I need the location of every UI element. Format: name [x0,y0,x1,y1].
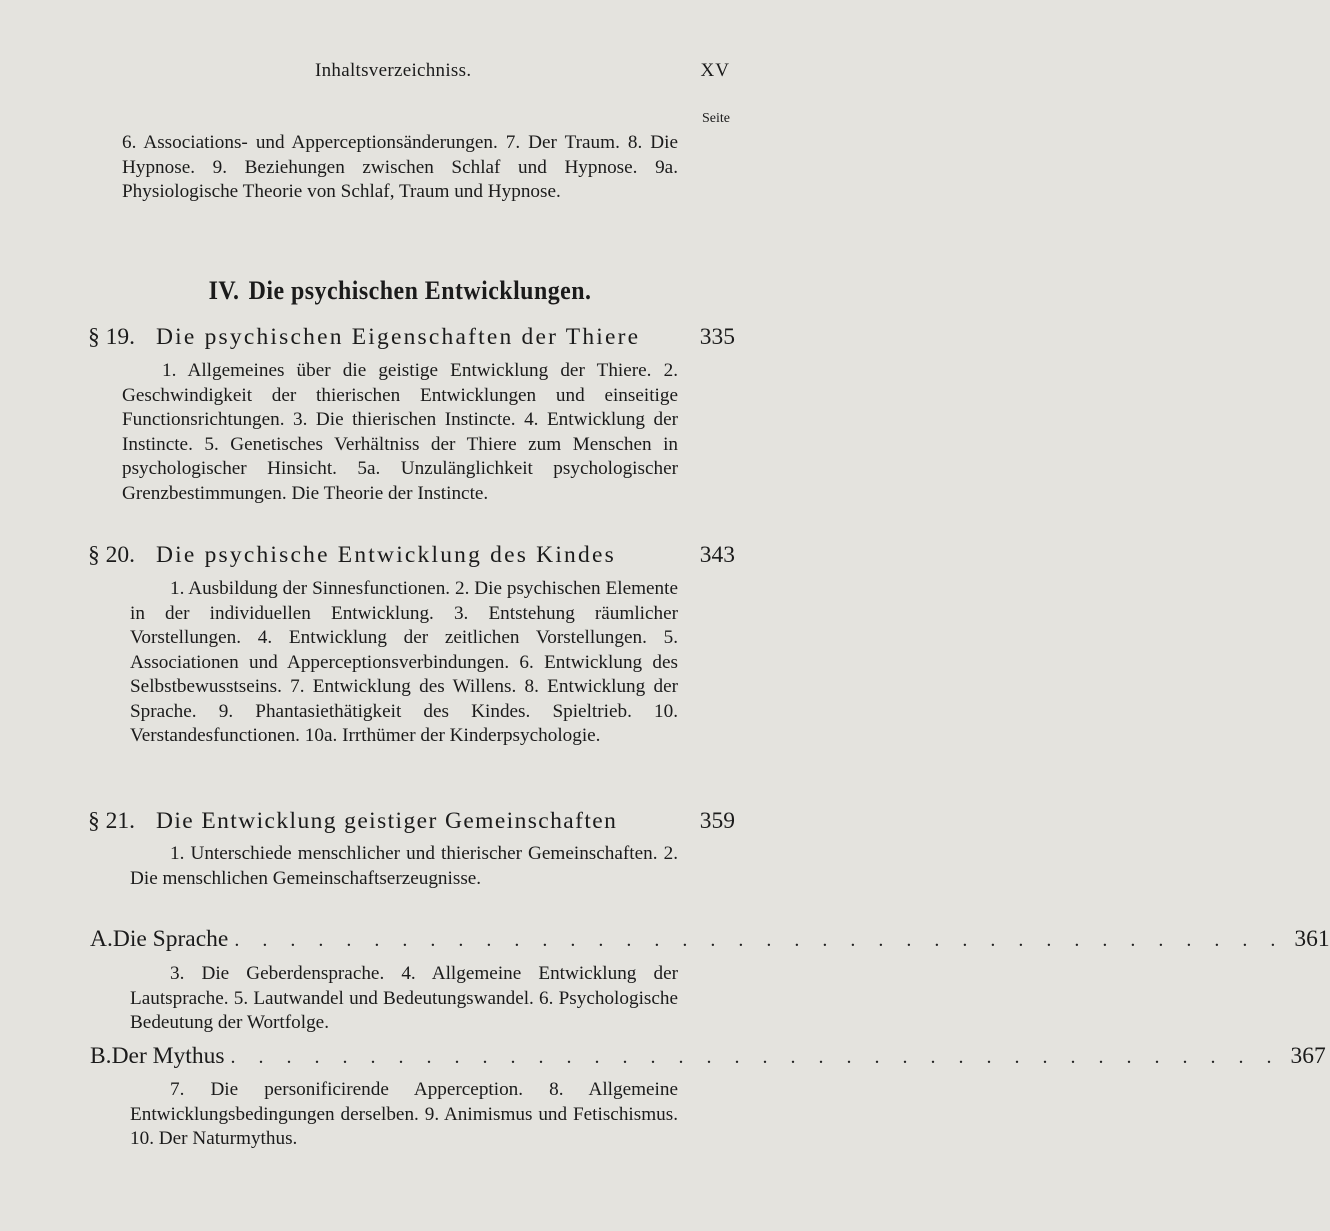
leader-dots: . . . . . . . . . . . . . . . . . . . . . . . . . . . . . . . . . . . . . . [230,1046,1281,1068]
subsection-a-heading [90,926,1330,958]
subsection-b-contents: 7. Die personificirende Apperception. 8. Allgemeine Entwicklungsbedingungen derselben. 9. Animismus und Fetischismus. 10. Der Naturmythus. [130,1079,678,1149]
section-20-contents: 1. Ausbildung der Sinnesfunctionen. 2. Die psychischen Elemente in der individuellen Entwicklung. 3. Entstehung räumlicher Vorstellungen. 4. Entwicklung der zeitlichen Vorstellungen. 5. Associationen und Apperceptionsverbindungen. 6. Entwicklung des Selbstbewusstseins. 7. Entwicklung des Willens. 8. Entwicklung der Sprache. 9. Phantasiethätigkeit des Kindes. Spieltrieb. 10. Verstandesfunctionen. 10a. Irrthümer der Kinderpsychologie. [130,578,678,746]
section-title: Die Entwicklung geistiger Gemeinschaften [156,808,618,834]
part-title: Die psychischen Entwicklungen. [248,276,592,305]
section-20-heading [88,542,735,574]
section-19-contents: 1. Allgemeines über die geistige Entwicklung der Thiere. 2. Geschwindigkeit der thierischen Entwicklungen und einseitige Functionsrichtungen. 3. Die thierischen Instincte. 4. Entwicklung der Instincte. 5. Genetisches Verhältniss der Thiere zum Menschen in psychologischer Hinsicht. 5a. Unzulänglichkeit psychologischer Grenzbestimmungen. Die Theorie der Instincte. [122,360,678,504]
section-number: § 21. [88,808,135,834]
subsection-b-heading [90,1043,1326,1075]
continued-entry-text: 6. Associations- und Apperceptionsänderungen. 7. Der Traum. 8. Die Hypnose. 9. Beziehungen zwischen Schlaf und Hypnose. 9a. Physiologische Theorie von Schlaf, Traum und Hypnose. [122,132,678,202]
subsection-title: Der Mythus [111,1043,225,1069]
running-header [0,60,800,90]
page-number: XV [700,60,730,81]
part-heading [32,276,768,306]
part-numeral: IV. [208,276,240,305]
section-21-heading [88,808,735,840]
section-title: Die psychische Entwicklung des Kindes [156,542,616,568]
subsection-title: Die Sprache [112,926,229,952]
section-number: § 19. [88,324,135,350]
section-number: § 20. [88,542,135,568]
section-title: Die psychischen Eigenschaften der Thiere [156,324,641,350]
page-column-label: Seite [702,111,730,126]
section-19-heading [88,324,735,356]
section-page: 335 [699,324,735,350]
section-21-contents: 1. Unterschiede menschlicher und thierischer Gemeinschaften. 2. Die menschlichen Gemeinschaftserzeugnisse. [130,843,678,889]
subsection-letter: B. [90,1043,112,1069]
section-page: 359 [699,808,735,834]
subsection-letter: A. [90,926,113,952]
section-page: 343 [699,542,735,568]
running-title: Inhaltsverzeichniss. [315,60,472,81]
subsection-page: 367 [1290,1043,1326,1069]
subsection-a-contents: 3. Die Geberdensprache. 4. Allgemeine Entwicklung der Lautsprache. 5. Lautwandel und Bedeutungswandel. 6. Psychologische Bedeutung der Wortfolge. [130,963,678,1033]
subsection-page: 361 [1294,926,1330,952]
leader-dots: . . . . . . . . . . . . . . . . . . . . . . . . . . . . . . . . . . . . . . [234,929,1285,951]
